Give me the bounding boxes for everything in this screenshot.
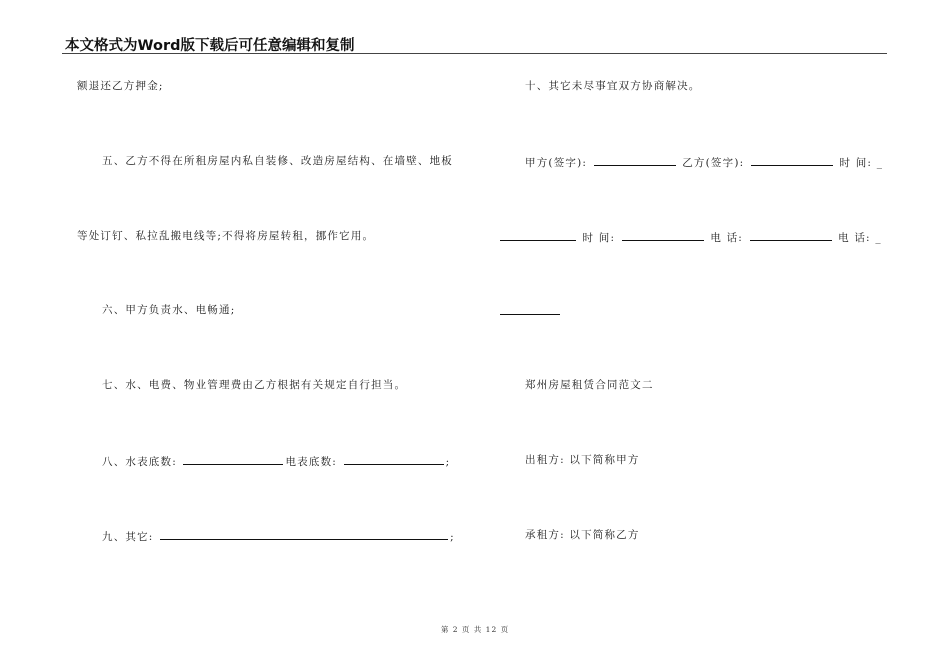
left-line-clause-5: 五、乙方不得在所租房屋内私自装修、改造房屋结构、在墙壁、地板	[102, 155, 453, 167]
party-b-phone-blank[interactable]	[500, 303, 560, 315]
right-line-contacts	[500, 229, 882, 245]
electric-meter-label: 电表底数:	[285, 456, 338, 468]
right-line-phone-cont	[500, 303, 562, 319]
sign-time-label: 时 间:	[839, 157, 873, 169]
party-a-phone-blank[interactable]	[750, 229, 832, 241]
left-line-1: 额退还乙方押金;	[77, 80, 164, 92]
party-a-time-blank[interactable]	[500, 229, 576, 241]
phone-stub: _	[875, 232, 882, 244]
document-header-title: 本文格式为Word版下载后可任意编辑和复制	[65, 38, 355, 54]
electric-meter-blank[interactable]	[344, 453, 444, 465]
right-line-lessee: 承租方: 以下简称乙方	[525, 529, 640, 541]
sign-time-stub: _	[876, 157, 884, 169]
left-line-clause-8	[102, 453, 450, 469]
water-meter-blank[interactable]	[183, 453, 283, 465]
party-b-time-blank[interactable]	[622, 229, 704, 241]
page-number-footer: 第 2 页 共 12 页	[440, 625, 510, 634]
left-line-clause-9	[102, 528, 455, 544]
party-a-sign-blank[interactable]	[594, 154, 676, 166]
right-line-signatures	[525, 154, 883, 170]
time-label: 时 间:	[582, 232, 616, 244]
party-b-sign-blank[interactable]	[751, 154, 833, 166]
other-label: 九、其它:	[102, 531, 154, 543]
other-blank[interactable]	[160, 528, 448, 540]
right-line-clause-10: 十、其它未尽事宜双方协商解决。	[525, 80, 701, 92]
right-line-lessor: 出租方: 以下简称甲方	[525, 454, 640, 466]
left-line-clause-5-cont: 等处订钉、私拉乱搬电线等;不得将房屋转租，挪作它用。	[77, 230, 375, 242]
clause-8-end: ;	[445, 456, 451, 468]
left-line-clause-7: 七、水、电费、物业管理费由乙方根据有关规定自行担当。	[102, 379, 407, 391]
clause-9-end: ;	[450, 531, 455, 543]
header-divider	[62, 53, 887, 54]
right-line-contract-title: 郑州房屋租赁合同范文二	[525, 379, 654, 391]
left-line-clause-6: 六、甲方负责水、电畅通;	[102, 304, 236, 316]
water-meter-label: 八、水表底数:	[102, 456, 177, 468]
phone-label-b: 电 话:	[838, 232, 871, 244]
phone-label-a: 电 话:	[710, 232, 744, 244]
party-b-sign-label: 乙方(签字):	[682, 157, 745, 169]
party-a-sign-label: 甲方(签字):	[525, 157, 588, 169]
